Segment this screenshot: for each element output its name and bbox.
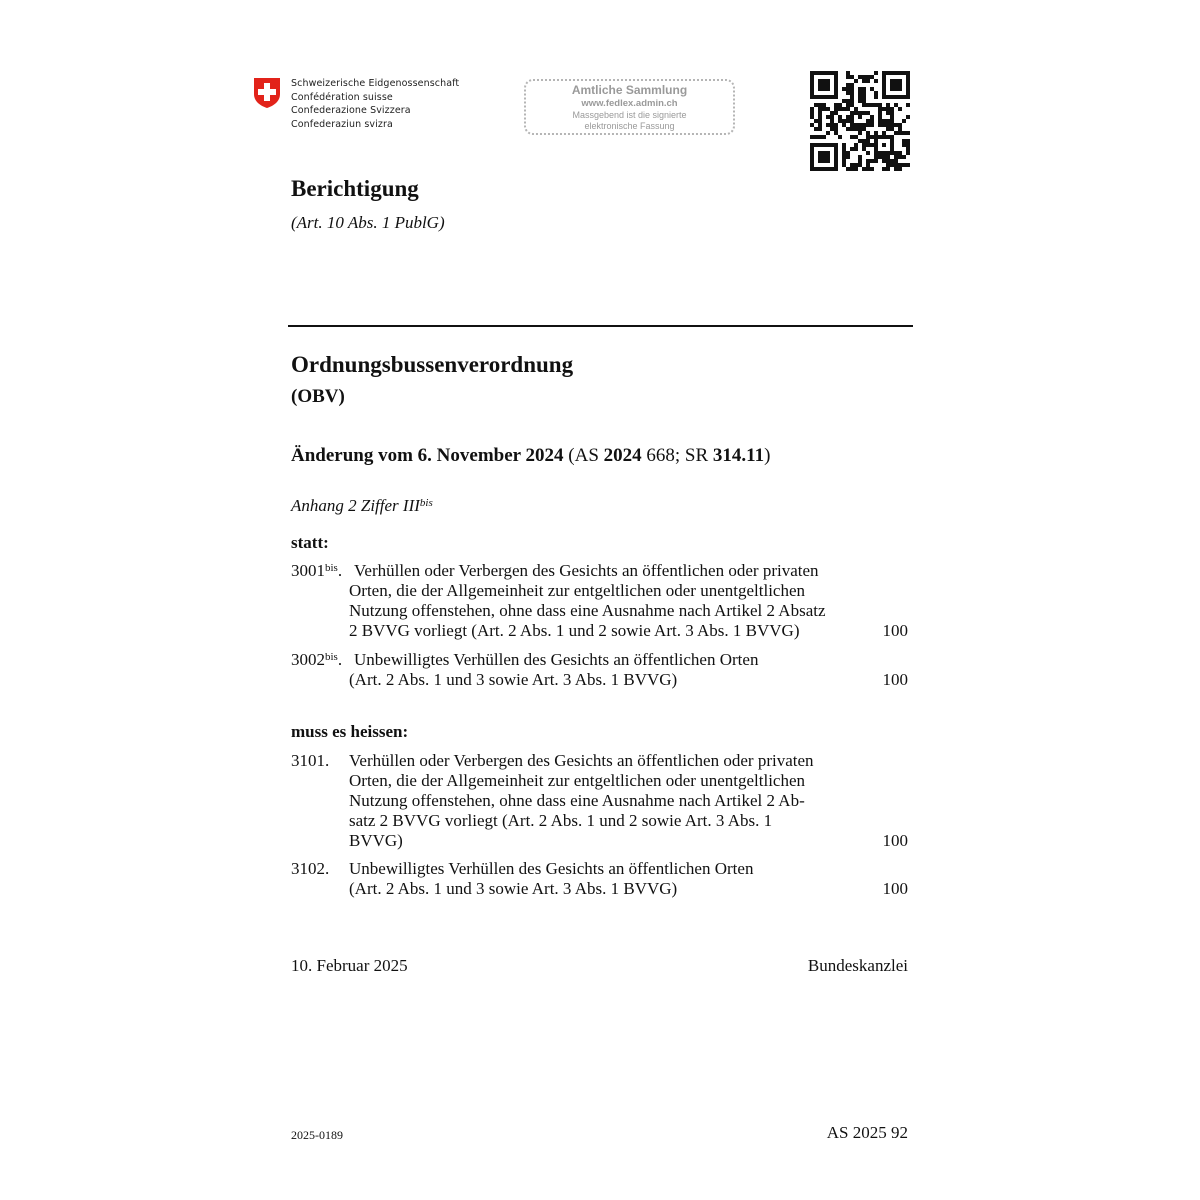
qr-module	[874, 155, 878, 159]
qr-module	[818, 111, 822, 115]
qr-module	[850, 123, 854, 127]
qr-module	[842, 151, 846, 155]
qr-module	[886, 155, 890, 159]
qr-module	[886, 167, 890, 171]
statt-entry-3001bis	[291, 561, 911, 641]
entry-line: Unbewilligtes Verhüllen des Gesichts an öffentlichen Orten	[349, 859, 754, 878]
qr-module	[858, 163, 862, 167]
official-collection-stamp	[524, 79, 735, 135]
qr-module	[870, 103, 874, 107]
qr-module	[870, 143, 874, 147]
qr-module	[866, 139, 870, 143]
qr-module	[894, 131, 898, 135]
as-page: 668; SR	[641, 445, 713, 466]
qr-module	[814, 127, 818, 131]
ordinance-title: Ordnungsbussenverordnung	[291, 352, 574, 377]
qr-module	[846, 151, 850, 155]
qr-module	[846, 99, 850, 103]
qr-module	[898, 167, 902, 171]
qr-module	[850, 135, 854, 139]
qr-module	[870, 75, 874, 79]
qr-module	[854, 79, 858, 83]
qr-module	[838, 119, 842, 123]
qr-module	[870, 115, 874, 119]
qr-module	[818, 135, 822, 139]
qr-module	[886, 127, 890, 131]
qr-module	[810, 115, 814, 119]
qr-module	[866, 119, 870, 123]
qr-module	[810, 107, 814, 111]
qr-module	[886, 123, 890, 127]
qr-module	[846, 155, 850, 159]
qr-module	[898, 131, 902, 135]
amendment-date: Änderung vom 6. November 2024	[291, 445, 564, 466]
qr-module	[894, 163, 898, 167]
qr-module	[902, 119, 906, 123]
qr-module	[906, 115, 910, 119]
qr-module	[882, 123, 886, 127]
qr-module	[858, 155, 862, 159]
qr-module	[850, 83, 854, 87]
qr-module	[870, 135, 874, 139]
qr-module	[890, 123, 894, 127]
qr-module	[866, 151, 870, 155]
qr-module	[846, 71, 850, 75]
qr-module	[882, 159, 886, 163]
qr-module	[842, 155, 846, 159]
as-open: (AS	[563, 445, 604, 466]
entry-line: Orten, die der Allgemeinheit zur entgeltlichen oder unentgeltlichen	[349, 771, 806, 790]
qr-module	[882, 107, 886, 111]
qr-module	[826, 123, 830, 127]
qr-module	[862, 95, 866, 99]
qr-module	[902, 143, 906, 147]
document-number: 2025-0189	[291, 1128, 343, 1142]
qr-module	[886, 107, 890, 111]
entry-number: $3002^{bis}$.	[291, 650, 343, 669]
qr-module	[866, 159, 870, 163]
qr-module	[818, 151, 830, 163]
qr-module	[882, 167, 886, 171]
qr-module	[862, 91, 866, 95]
qr-module	[890, 111, 894, 115]
qr-module	[886, 163, 890, 167]
annex-reference	[291, 496, 433, 516]
qr-module	[862, 99, 866, 103]
qr-module	[846, 75, 850, 79]
qr-module	[810, 123, 814, 127]
qr-module	[882, 155, 886, 159]
qr-module	[906, 139, 910, 143]
qr-module	[878, 111, 882, 115]
amendment-reference	[291, 445, 770, 467]
qr-module	[862, 79, 866, 83]
qr-module	[890, 127, 894, 131]
qr-module	[838, 135, 842, 139]
qr-module	[882, 119, 886, 123]
stamp-note-line1: Massgebend ist die signierte	[572, 110, 687, 120]
qr-module	[858, 95, 862, 99]
qr-module	[810, 135, 814, 139]
entry-line: BVVG)	[349, 831, 403, 850]
qr-module	[846, 167, 850, 171]
qr-module	[858, 123, 862, 127]
qr-module	[846, 115, 850, 119]
qr-module	[834, 111, 838, 115]
qr-module	[822, 135, 826, 139]
qr-module	[866, 131, 870, 135]
qr-module	[846, 83, 850, 87]
qr-module	[858, 127, 862, 131]
stamp-title: Amtliche Sammlung	[571, 83, 688, 97]
qr-module	[862, 75, 866, 79]
qr-module	[814, 103, 818, 107]
qr-module	[870, 123, 874, 127]
qr-module	[870, 87, 874, 91]
qr-module	[898, 151, 902, 155]
issuing-authority: Bundeskanzlei	[807, 956, 908, 975]
qr-module	[830, 115, 834, 119]
qr-module	[846, 127, 850, 131]
org-name-it: Confederazione Svizzera	[291, 105, 411, 116]
qr-module	[898, 107, 902, 111]
qr-module	[902, 155, 906, 159]
qr-module	[862, 147, 866, 151]
qr-module	[906, 131, 910, 135]
qr-module	[810, 111, 814, 115]
qr-module	[866, 111, 870, 115]
qr-module	[902, 163, 906, 167]
qr-module	[886, 103, 890, 107]
qr-module	[866, 143, 870, 147]
qr-module	[854, 143, 858, 147]
stamp-note-line2: elektronische Fassung	[584, 121, 675, 131]
fine-amount: 100	[882, 831, 908, 850]
qr-module	[818, 79, 830, 91]
qr-module	[854, 167, 858, 171]
qr-module	[874, 79, 878, 83]
qr-module	[902, 139, 906, 143]
qr-module	[906, 143, 910, 147]
qr-module	[898, 127, 902, 131]
entry-text	[349, 859, 857, 899]
qr-module	[874, 91, 878, 95]
qr-module	[858, 99, 862, 103]
qr-module	[906, 151, 910, 155]
qr-module	[838, 115, 842, 119]
qr-module	[850, 147, 854, 151]
qr-module	[842, 163, 846, 167]
qr-module	[866, 135, 870, 139]
qr-module	[850, 119, 854, 123]
qr-module	[826, 115, 830, 119]
qr-module	[842, 159, 846, 163]
qr-module	[890, 159, 894, 163]
fine-amount: 100	[882, 879, 908, 898]
qr-module	[858, 75, 862, 79]
qr-module	[866, 167, 870, 171]
fine-amount: 100	[882, 621, 908, 640]
qr-module	[878, 123, 882, 127]
qr-module	[830, 111, 834, 115]
annex-sup: bis	[419, 497, 433, 509]
entry-text	[349, 650, 857, 690]
qr-module	[890, 119, 894, 123]
qr-module	[890, 163, 894, 167]
sr-number: 314.11	[712, 445, 765, 466]
qr-module	[850, 91, 854, 95]
qr-module	[874, 71, 878, 75]
qr-module	[866, 123, 870, 127]
qr-module	[830, 127, 834, 131]
qr-module	[858, 91, 862, 95]
qr-module	[862, 87, 866, 91]
qr-module	[890, 79, 902, 91]
qr-module	[838, 107, 842, 111]
stamp-url: www.fedlex.admin.ch	[581, 98, 678, 109]
qr-module	[906, 147, 910, 151]
qr-module	[886, 111, 890, 115]
qr-module	[866, 103, 870, 107]
qr-module	[854, 127, 858, 131]
org-name-fr: Confédération suisse	[291, 91, 393, 103]
qr-module	[846, 103, 850, 107]
qr-module	[818, 123, 822, 127]
entry-line: Orten, die der Allgemeinheit zur entgeltlichen oder unentgeltlichen	[349, 581, 806, 600]
qr-module	[842, 123, 846, 127]
entry-line: (Art. 2 Abs. 1 und 3 sowie Art. 3 Abs. 1 BVVG)	[349, 879, 678, 898]
qr-module	[814, 135, 818, 139]
entry-line: (Art. 2 Abs. 1 und 3 sowie Art. 3 Abs. 1 BVVG)	[349, 670, 678, 689]
as-year: 2024	[603, 445, 642, 466]
qr-module	[862, 139, 866, 143]
qr-module	[850, 127, 854, 131]
statt-label: statt:	[291, 533, 329, 552]
entry-number: $3001^{bis}$.	[291, 561, 343, 580]
entry-line: Unbewilligtes Verhüllen des Gesichts an öffentlichen Orten	[354, 650, 759, 669]
qr-module	[814, 119, 818, 123]
qr-module	[906, 103, 910, 107]
qr-module	[866, 163, 870, 167]
entry-line: satz 2 BVVG vorliegt (Art. 2 Abs. 1 und 2 sowie Art. 3 Abs. 1	[349, 811, 773, 830]
qr-module	[834, 131, 838, 135]
qr-module	[818, 107, 822, 111]
qr-module	[850, 99, 854, 103]
org-name-rm: Confederaziun svizra	[291, 118, 393, 130]
qr-module	[822, 103, 826, 107]
qr-module	[842, 87, 846, 91]
qr-module	[842, 143, 846, 147]
qr-module	[842, 147, 846, 151]
qr-module	[850, 111, 854, 115]
qr-module	[858, 159, 862, 163]
qr-module	[822, 107, 826, 111]
legal-basis: (Art. 10 Abs. 1 PublG)	[291, 213, 445, 232]
qr-module	[862, 127, 866, 131]
qr-module	[894, 159, 898, 163]
publication-date: 10. Februar 2025	[291, 956, 408, 975]
qr-module	[874, 131, 878, 135]
qr-code-icon	[810, 71, 910, 171]
qr-module	[878, 103, 882, 107]
qr-module	[894, 167, 898, 171]
qr-module	[858, 131, 862, 135]
qr-module	[854, 107, 858, 111]
qr-module	[862, 103, 866, 107]
as-reference: AS 2025 92	[826, 1123, 908, 1142]
entry-line: Verhüllen oder Verbergen des Gesichts an öffentlichen oder privaten	[354, 561, 819, 580]
qr-module	[846, 91, 850, 95]
entry-text	[349, 561, 857, 641]
qr-module	[846, 87, 850, 91]
qr-module	[866, 75, 870, 79]
qr-module	[870, 159, 874, 163]
qr-module	[818, 127, 822, 131]
qr-module	[826, 131, 830, 135]
qr-module	[854, 123, 858, 127]
amendment-close: )	[764, 445, 771, 466]
qr-module	[842, 119, 846, 123]
muss-entry-3101	[291, 751, 911, 851]
qr-module	[842, 107, 846, 111]
qr-module	[878, 107, 882, 111]
qr-module	[858, 139, 862, 143]
qr-module	[862, 111, 866, 115]
entry-number: 3101.	[291, 751, 330, 770]
qr-module	[890, 107, 894, 111]
muss-label: muss es heissen:	[291, 722, 409, 741]
qr-module	[850, 115, 854, 119]
entry-text	[349, 751, 857, 851]
qr-module	[874, 103, 878, 107]
entry-line: 2 BVVG vorliegt (Art. 2 Abs. 1 und 2 sowie Art. 3 Abs. 1 BVVG)	[349, 621, 800, 640]
qr-module	[886, 119, 890, 123]
qr-module	[894, 151, 898, 155]
qr-module	[858, 115, 862, 119]
qr-module	[894, 155, 898, 159]
qr-module	[878, 115, 882, 119]
qr-module	[834, 103, 838, 107]
qr-module	[898, 155, 902, 159]
document-heading: Berichtigung	[291, 176, 419, 201]
qr-module	[842, 99, 846, 103]
qr-module	[818, 119, 822, 123]
qr-module	[854, 163, 858, 167]
qr-module	[838, 103, 842, 107]
qr-module	[894, 103, 898, 107]
qr-module	[818, 115, 822, 119]
qr-module	[894, 123, 898, 127]
qr-module	[850, 163, 854, 167]
entry-line: Verhüllen oder Verbergen des Gesichts an öffentlichen oder privaten	[349, 751, 814, 770]
qr-module	[866, 79, 870, 83]
qr-module	[862, 167, 866, 171]
qr-module	[854, 135, 858, 139]
qr-module	[854, 111, 858, 115]
qr-module	[898, 123, 902, 127]
qr-module	[830, 119, 834, 123]
qr-module	[902, 131, 906, 135]
qr-module	[886, 159, 890, 163]
qr-module	[834, 107, 838, 111]
qr-module	[906, 163, 910, 167]
qr-module	[846, 119, 850, 123]
swiss-flag-icon	[253, 77, 281, 109]
qr-module	[826, 107, 830, 111]
qr-module	[890, 115, 894, 119]
qr-module	[858, 87, 862, 91]
muss-entry-3102	[291, 859, 911, 899]
statt-entry-3002bis	[291, 650, 911, 690]
qr-module	[878, 119, 882, 123]
divider-rule	[288, 325, 913, 327]
qr-module	[858, 111, 862, 115]
qr-module	[862, 143, 866, 147]
federal-administration-names	[291, 77, 459, 131]
qr-module	[834, 127, 838, 131]
qr-module	[882, 143, 886, 147]
qr-module	[850, 103, 854, 107]
fine-amount: 100	[882, 670, 908, 689]
entry-line: Nutzung offenstehen, ohne dass eine Ausnahme nach Artikel 2 Absatz	[349, 601, 826, 620]
annex-text: Anhang 2 Ziffer III	[291, 496, 420, 515]
qr-module	[830, 123, 834, 127]
qr-module	[874, 95, 878, 99]
qr-module	[862, 123, 866, 127]
qr-module	[870, 167, 874, 171]
qr-module	[850, 75, 854, 79]
org-name-de: Schweizerische Eidgenossenschaft	[291, 78, 460, 89]
qr-module	[850, 87, 854, 91]
qr-module	[818, 103, 822, 107]
entry-number: 3102.	[291, 859, 330, 878]
qr-module	[898, 163, 902, 167]
qr-module	[834, 123, 838, 127]
qr-module	[874, 159, 878, 163]
qr-module	[882, 131, 886, 135]
qr-module	[850, 95, 854, 99]
qr-module	[846, 107, 850, 111]
entry-line: Nutzung offenstehen, ohne dass eine Ausnahme nach Artikel 2 Ab-	[349, 791, 805, 810]
qr-module	[870, 119, 874, 123]
ordinance-abbreviation: (OBV)	[291, 386, 345, 407]
qr-module	[850, 167, 854, 171]
qr-module	[854, 147, 858, 151]
qr-module	[878, 155, 882, 159]
